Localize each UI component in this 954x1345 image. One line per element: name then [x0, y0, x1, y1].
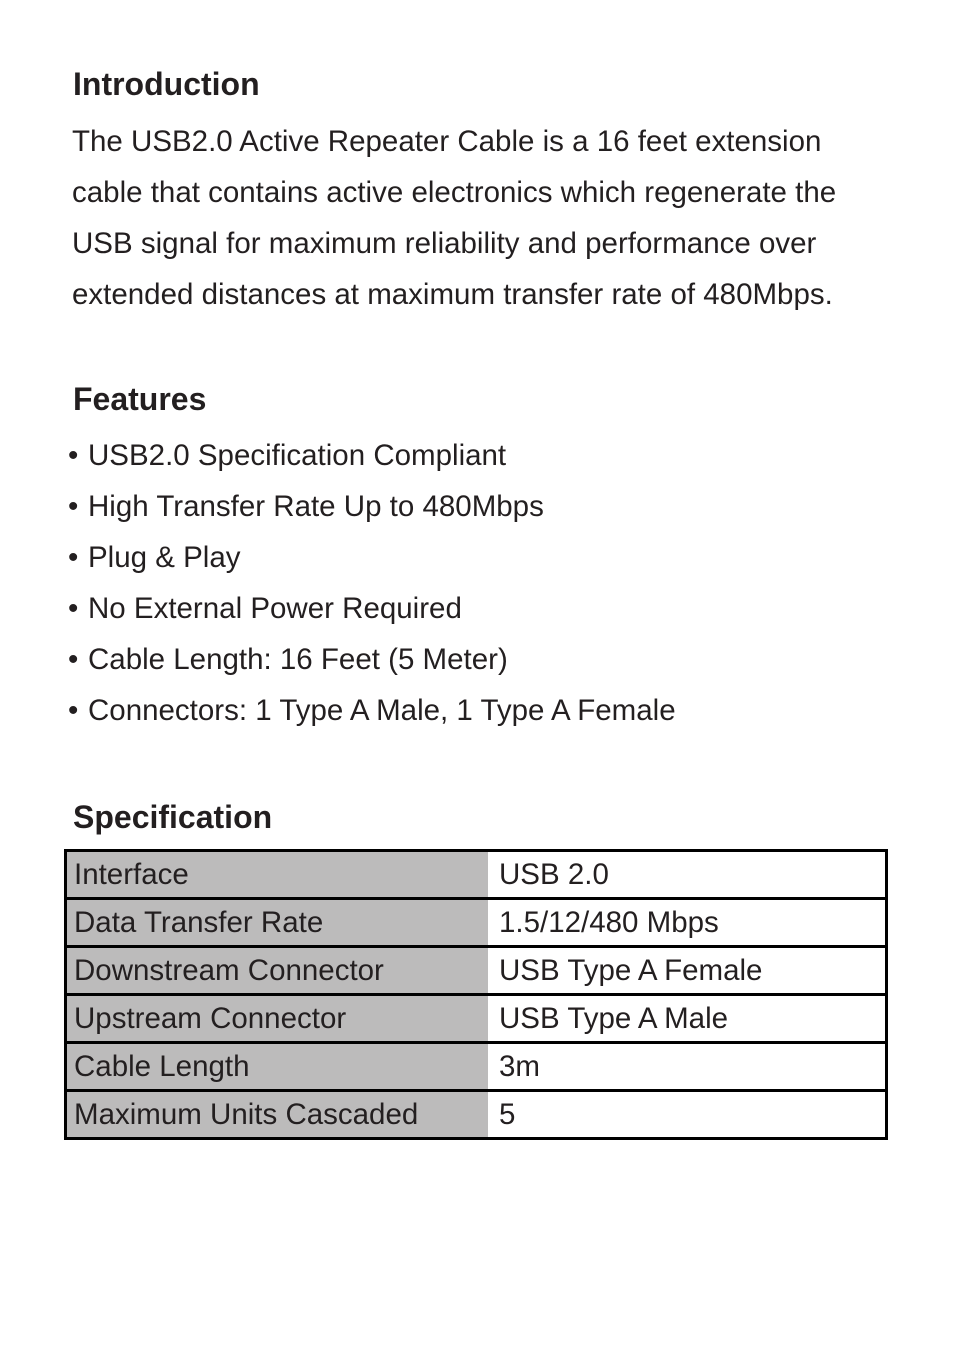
bullet-icon: • [68, 694, 79, 727]
spec-label-cell: Data Transfer Rate [66, 899, 489, 947]
bullet-icon: • [68, 541, 79, 574]
spec-label-cell: Downstream Connector [66, 947, 489, 995]
features-heading: Features [73, 381, 207, 417]
intro-line: USB signal for maximum reliability and performance over [72, 227, 817, 260]
feature-item [68, 532, 676, 583]
feature-item [68, 634, 676, 685]
table-row [66, 995, 887, 1043]
feature-item [68, 583, 676, 634]
feature-item [68, 481, 676, 532]
table-row [66, 899, 887, 947]
specification-heading: Specification [73, 799, 273, 835]
table-row [66, 947, 887, 995]
features-list [68, 430, 676, 736]
spec-label-cell: Interface [66, 851, 489, 899]
table-row [66, 1091, 887, 1139]
spec-value-cell: USB Type A Female [488, 947, 887, 995]
spec-value-cell: USB 2.0 [488, 851, 887, 899]
spec-value-cell: 1.5/12/480 Mbps [488, 899, 887, 947]
feature-text: No External Power Required [88, 592, 462, 625]
spec-value-cell: 5 [488, 1091, 887, 1139]
introduction-paragraph [72, 116, 922, 320]
spec-label-cell: Upstream Connector [66, 995, 489, 1043]
feature-item [68, 685, 676, 736]
intro-line: cable that contains active electronics which regenerate the [72, 176, 837, 209]
feature-text: USB2.0 Specification Compliant [88, 439, 507, 472]
intro-line: extended distances at maximum transfer rate of 480Mbps. [72, 278, 833, 311]
feature-item [68, 430, 676, 481]
feature-text: Cable Length: 16 Feet (5 Meter) [88, 643, 508, 676]
feature-text: Plug & Play [88, 541, 241, 574]
specification-table [64, 849, 888, 1140]
feature-text: Connectors: 1 Type A Male, 1 Type A Female [88, 694, 676, 727]
table-row [66, 1043, 887, 1091]
intro-line: The USB2.0 Active Repeater Cable is a 16 feet extension [72, 125, 822, 158]
spec-label-cell: Maximum Units Cascaded [66, 1091, 489, 1139]
bullet-icon: • [68, 592, 79, 625]
bullet-icon: • [68, 490, 79, 523]
introduction-heading: Introduction [73, 66, 260, 102]
table-row [66, 851, 887, 899]
spec-value-cell: USB Type A Male [488, 995, 887, 1043]
feature-text: High Transfer Rate Up to 480Mbps [88, 490, 544, 523]
spec-value-cell: 3m [488, 1043, 887, 1091]
spec-label-cell: Cable Length [66, 1043, 489, 1091]
bullet-icon: • [68, 643, 79, 676]
bullet-icon: • [68, 439, 79, 472]
